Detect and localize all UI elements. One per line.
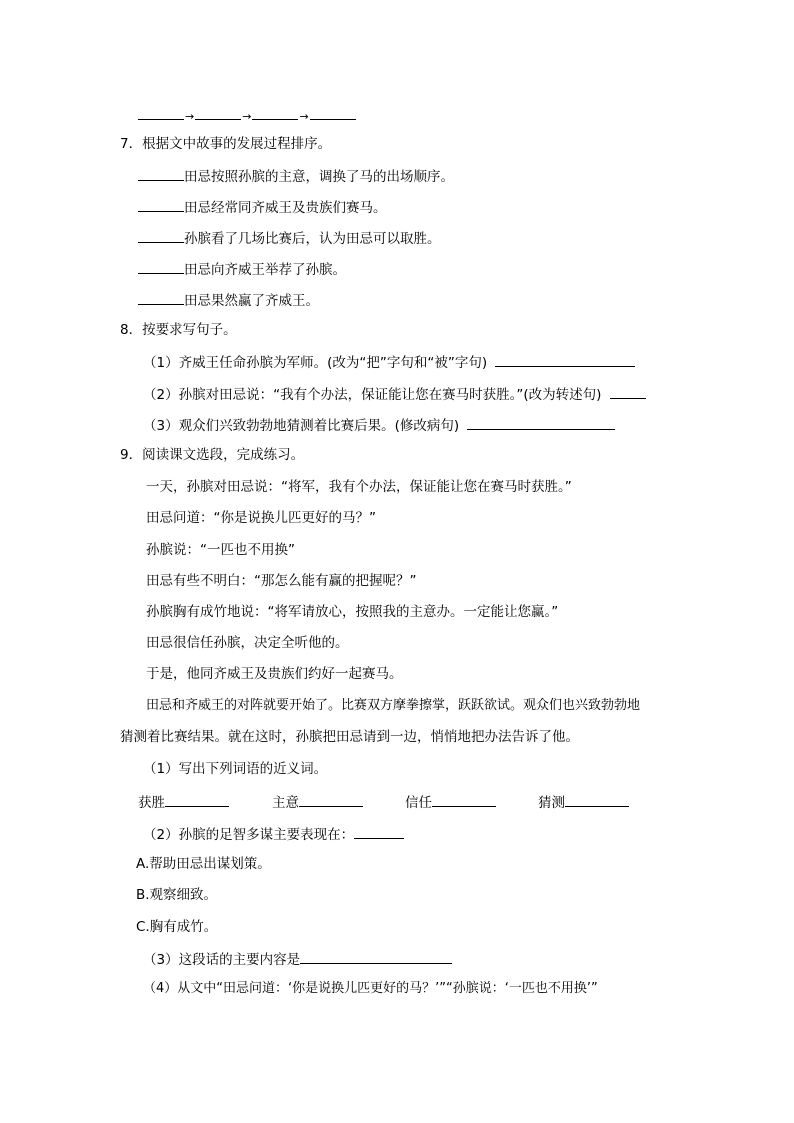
- q6-blank-2[interactable]: [195, 105, 241, 120]
- q7-item-text: 田忌果然赢了齐威王。: [184, 293, 319, 309]
- synonym-word: 信任: [405, 795, 432, 811]
- q9-sub2-blank[interactable]: [354, 824, 404, 839]
- synonym-word: 获胜: [138, 795, 165, 811]
- q7-order-blank[interactable]: [138, 166, 184, 181]
- q7-item-text: 田忌向齐威王举荐了孙膑。: [184, 262, 346, 278]
- q9-passage-line: 田忌很信任孙膑，决定全听他的。: [146, 635, 349, 651]
- q9-stem: 9．阅读课文选段，完成练习。: [120, 447, 305, 463]
- q9-sub3-blank[interactable]: [300, 949, 452, 964]
- q7-item: [138, 197, 387, 217]
- q8-item-text: （2）孙膑对田忌说：“我有个办法，保证能让您在赛马时获胜。”(改为转述句): [143, 387, 602, 403]
- q8-stem: 8．按要求写句子。: [120, 322, 237, 338]
- synonym-item: [538, 792, 629, 812]
- synonym-blank[interactable]: [165, 792, 229, 807]
- q9-sub3: [143, 949, 452, 969]
- q7-item-text: 孙膑看了几场比赛后，认为田忌可以取胜。: [184, 231, 441, 247]
- q7-item: [138, 259, 346, 279]
- q9-passage-line: 田忌有些不明白：“那怎么能有赢的把握呢？”: [146, 573, 417, 589]
- q7-order-blank[interactable]: [138, 259, 184, 274]
- q9-sub3-text: （3）这段话的主要内容是: [143, 952, 301, 968]
- q7-item: [138, 290, 319, 310]
- q8-answer-blank[interactable]: [610, 384, 646, 399]
- synonym-word: 猜测: [538, 795, 565, 811]
- q6-blank-1[interactable]: [138, 105, 184, 120]
- q9-passage-line: 于是，他同齐威王及贵族们约好一起赛马。: [146, 666, 403, 682]
- q7-item: [138, 166, 454, 186]
- q9-sub2-label: [143, 824, 404, 844]
- synonym-item: [138, 792, 229, 812]
- q9-passage-line: 田忌问道：“你是说换儿匹更好的马？”: [146, 510, 376, 526]
- q7-order-blank[interactable]: [138, 197, 184, 212]
- q9-passage-line: 田忌和齐威王的对阵就要开始了。比赛双方摩拳擦掌，跃跃欲试。观众们也兴致勃勃地: [146, 698, 641, 713]
- q9-sub4: （4）从文中“田忌问道：‘你是说换儿匹更好的马？’”“孙膑说：‘一匹也不用换’”: [143, 981, 598, 996]
- q6-blank-3[interactable]: [252, 105, 298, 120]
- q7-stem: 7．根据文中故事的发展过程排序。: [120, 136, 332, 152]
- q9-passage-line: 一天，孙膑对田忌说：“将军，我有个办法，保证能让您在赛马时获胜。”: [146, 479, 572, 495]
- synonym-blank[interactable]: [432, 792, 496, 807]
- synonym-blank[interactable]: [565, 792, 629, 807]
- q9-option-a[interactable]: A.帮助田忌出谋划策。: [136, 856, 271, 872]
- q7-item: [138, 228, 441, 248]
- q8-item: [143, 415, 615, 435]
- synonym-word: 主意: [272, 795, 299, 811]
- q7-order-blank[interactable]: [138, 228, 184, 243]
- q7-order-blank[interactable]: [138, 290, 184, 305]
- arrow-right-icon: →: [185, 110, 195, 123]
- q8-answer-blank[interactable]: [467, 415, 615, 430]
- q9-passage-line: 孙膑说：“一匹也不用换”: [146, 542, 295, 558]
- q8-item-text: （3）观众们兴致勃勃地猜测着比赛后果。(修改病句): [143, 418, 460, 434]
- q7-item-text: 田忌按照孙膑的主意，调换了马的出场顺序。: [184, 169, 454, 185]
- synonym-item: [272, 792, 363, 812]
- q8-answer-blank[interactable]: [495, 352, 635, 367]
- q8-item-text: （1）齐威王任命孙膑为军师。(改为“把”字句和“被”字句): [143, 355, 488, 371]
- arrow-right-icon: →: [299, 110, 309, 123]
- q9-passage-line: 猜测着比赛结果。就在这时，孙膑把田忌请到一边，悄悄地把办法告诉了他。: [120, 729, 579, 745]
- synonym-item: [405, 792, 496, 812]
- q7-item-text: 田忌经常同齐威王及贵族们赛马。: [184, 200, 387, 216]
- q9-passage-line: 孙膑胸有成竹地说：“将军请放心，按照我的主意办。一定能让您赢。”: [146, 604, 559, 620]
- q6-arrow-chain: [138, 105, 356, 126]
- arrow-right-icon: →: [242, 110, 252, 123]
- synonym-blank[interactable]: [299, 792, 363, 807]
- q8-item: [143, 352, 635, 372]
- q6-blank-4[interactable]: [310, 105, 356, 120]
- q8-item: [143, 384, 646, 404]
- q9-sub2-text: （2）孙膑的足智多谋主要表现在：: [143, 827, 355, 843]
- q9-option-c[interactable]: C.胸有成竹。: [136, 919, 218, 935]
- q9-sub1-label: （1）写出下列词语的近义词。: [143, 761, 328, 777]
- q9-option-b[interactable]: B.观察细致。: [136, 887, 218, 903]
